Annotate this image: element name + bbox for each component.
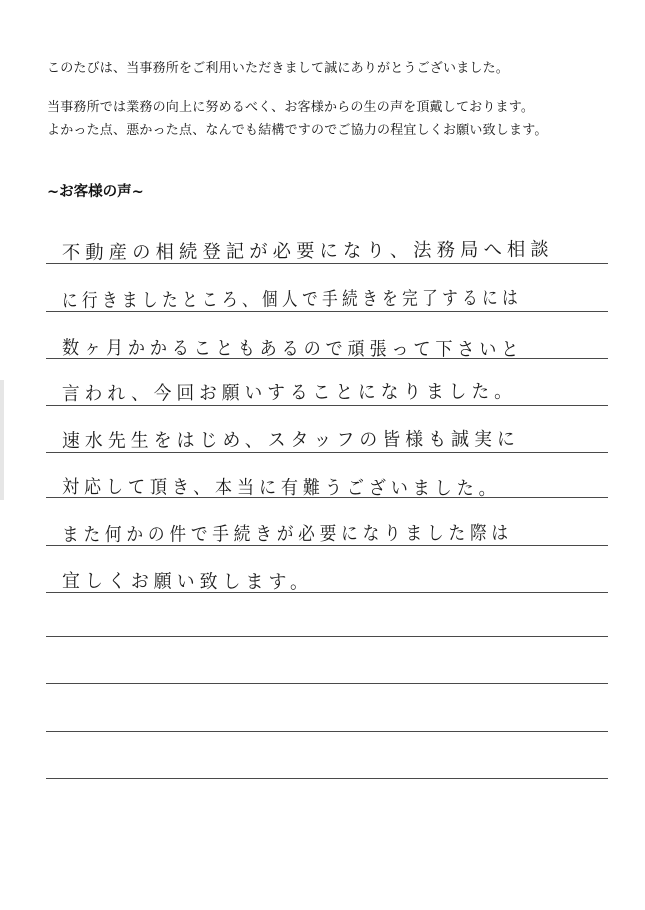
handwritten-line: 不動産の相続登記が必要になり、法務局へ相談 — [61, 238, 554, 265]
writing-rule — [46, 636, 608, 637]
handwritten-line: 対応して頂き、本当に有難うございました。 — [62, 476, 501, 500]
writing-rule — [46, 778, 608, 779]
handwritten-line: 宜しくお願い致します。 — [62, 570, 313, 594]
handwritten-line: また何かの件で手続きが必要になりました際は — [61, 522, 513, 546]
writing-rule — [46, 731, 608, 732]
section-heading: ~お客様の声~ — [47, 184, 144, 200]
handwritten-line: 言われ、今回お願いすることになりました。 — [61, 380, 517, 405]
intro-cooperation-line: よかった点、悪かった点、なんでも結構ですのでご協力の程宜しくお願い致します。 — [47, 123, 548, 138]
handwritten-line: に行きましたところ、個人で手続きを完了するには — [61, 287, 523, 312]
handwritten-line: 速水先生をはじめ、スタッフの皆様も誠実に — [61, 428, 521, 452]
scan-edge-shadow — [0, 380, 4, 500]
handwritten-line: 数ヶ月かかることもあるので頑張って下さいと — [62, 337, 524, 361]
intro-request-line: 当事務所では業務の向上に努めるべく、お客様からの生の声を頂戴しております。 — [47, 100, 535, 115]
writing-rule — [46, 683, 608, 684]
intro-thanks-line: このたびは、当事務所をご利用いただきまして誠にありがとうございました。 — [47, 61, 510, 76]
